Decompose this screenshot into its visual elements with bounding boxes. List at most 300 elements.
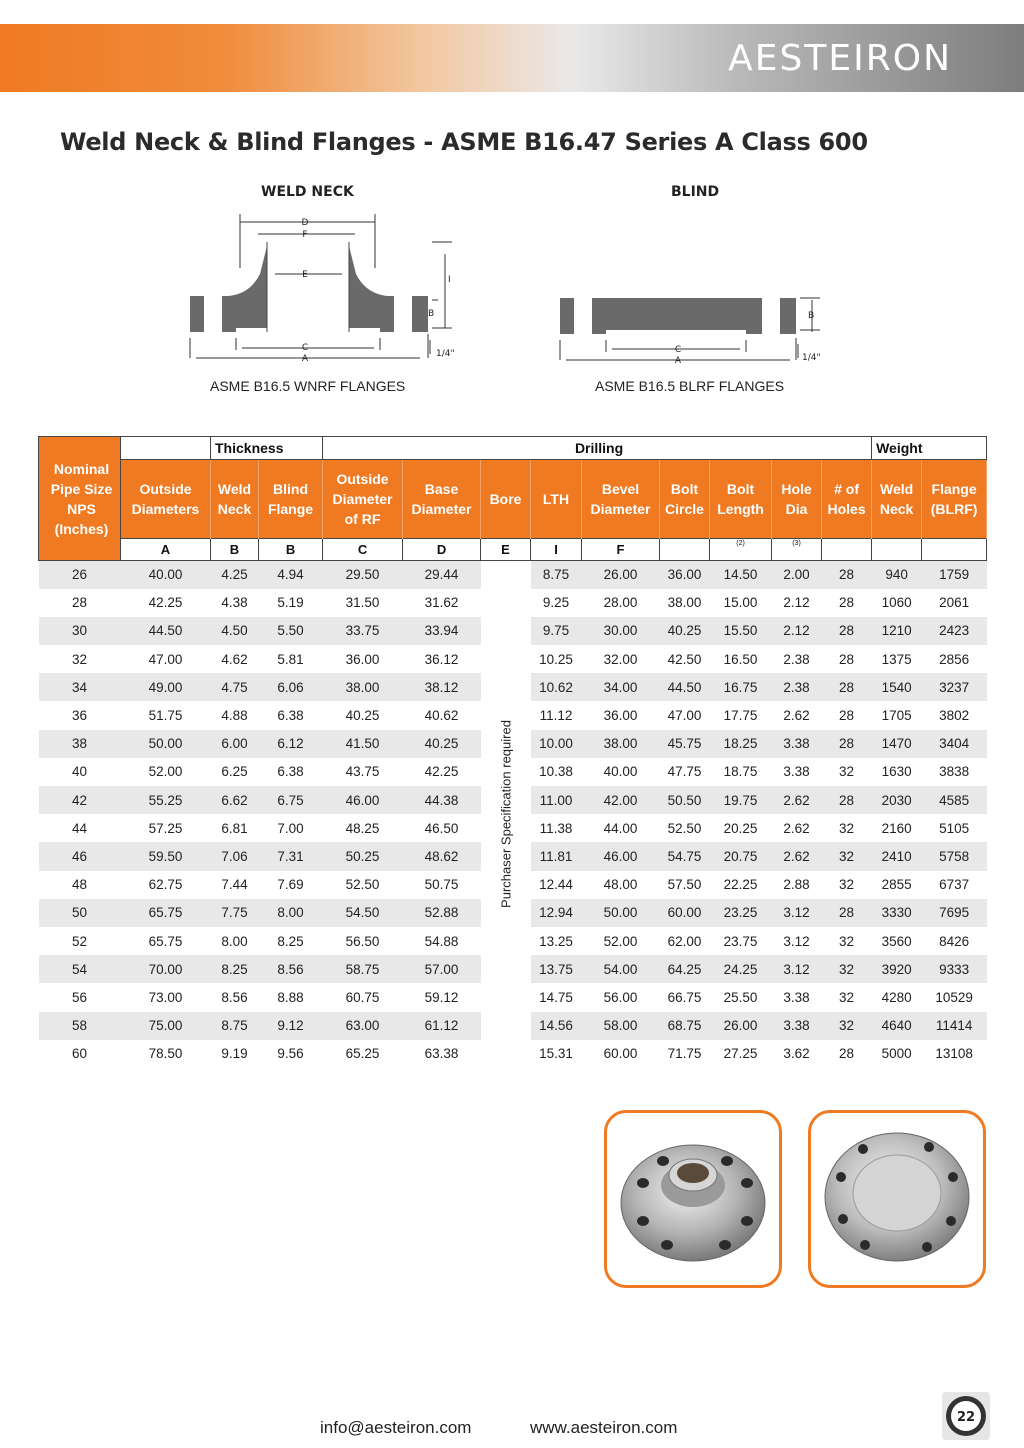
table-cell: 28.00 <box>603 595 638 611</box>
table-cell: 40.62 <box>424 708 459 724</box>
table-cell: 40 <box>71 764 88 780</box>
thickness-group-header: Thickness <box>211 437 323 460</box>
table-cell: 7.75 <box>211 899 259 927</box>
table-cell: 5.19 <box>277 595 304 611</box>
table-cell: 28 <box>822 786 872 814</box>
table-cell: 10.38 <box>539 764 573 780</box>
table-cell: 7.69 <box>277 877 304 893</box>
table-cell: 57.00 <box>403 955 481 983</box>
table-cell: 26.00 <box>710 1012 772 1040</box>
col-letter <box>822 539 872 561</box>
col-header: Bevel Diameter <box>582 460 660 539</box>
col-header: Bolt Length <box>710 460 772 539</box>
table-cell: 43.75 <box>345 764 380 780</box>
col-header: LTH <box>531 460 582 539</box>
table-cell: 44.50 <box>121 617 211 645</box>
table-cell: 64.25 <box>660 955 710 983</box>
table-cell: 40.25 <box>345 708 380 724</box>
col-header: Bore <box>481 460 531 539</box>
table-cell: 6.81 <box>221 820 248 836</box>
table-cell: 6.38 <box>277 764 304 780</box>
table-cell: 2.38 <box>783 651 810 667</box>
table-cell: 16.50 <box>723 651 758 667</box>
table-cell: 48 <box>71 877 88 893</box>
table-cell: 6.75 <box>259 786 323 814</box>
table-cell: 8.00 <box>259 899 323 927</box>
table-cell: 46.00 <box>323 786 403 814</box>
table-cell: 4.38 <box>221 595 248 611</box>
col-letter <box>660 539 710 561</box>
table-cell: 2160 <box>881 820 912 836</box>
table-cell: 4.88 <box>221 708 248 724</box>
col-header: Weld Neck <box>211 460 259 539</box>
table-cell: 46 <box>39 842 121 870</box>
table-cell: 14.50 <box>710 561 772 589</box>
col-letter: B <box>259 539 323 561</box>
table-cell: 1060 <box>881 595 912 611</box>
label-a: A <box>301 354 309 364</box>
table-cell: 51.75 <box>148 708 183 724</box>
table-cell: 42.50 <box>667 651 702 667</box>
table-cell: 36.12 <box>424 651 459 667</box>
table-cell: 8.00 <box>221 933 248 949</box>
table-cell: 34 <box>39 673 121 701</box>
table-cell: 28 <box>822 673 872 701</box>
table-cell: 33.75 <box>323 617 403 645</box>
table-cell: 26 <box>39 561 121 589</box>
table-cell: 28 <box>822 561 872 589</box>
table-cell: 2856 <box>939 651 970 667</box>
table-cell: 3.38 <box>783 764 810 780</box>
blind-label-raised-face: 1/4" <box>802 353 821 363</box>
page-title: Weld Neck & Blind Flanges - ASME B16.47 Series A Class 600 <box>60 128 868 156</box>
table-cell: 58.75 <box>323 955 403 983</box>
table-cell: 32.00 <box>603 651 638 667</box>
col-header: Blind Flange <box>259 460 323 539</box>
table-cell: 65.75 <box>121 899 211 927</box>
nps-header: Nominal Pipe Size NPS (Inches) <box>39 437 121 561</box>
table-cell: 28 <box>839 1046 855 1062</box>
table-cell: 38.00 <box>667 595 702 611</box>
table-cell: 47.00 <box>148 651 183 667</box>
table-cell: 40.00 <box>603 764 638 780</box>
table-cell: 6.25 <box>221 764 248 780</box>
table-cell: 12.44 <box>539 877 573 893</box>
table-cell: 4640 <box>872 1012 922 1040</box>
table-cell: 9.19 <box>221 1046 248 1062</box>
table-cell: 2.00 <box>772 561 822 589</box>
table-cell: 6.00 <box>211 730 259 758</box>
table-cell: 6.12 <box>259 730 323 758</box>
table-cell: 3.38 <box>772 730 822 758</box>
table-cell: 46.50 <box>424 820 459 836</box>
label-b: B <box>428 309 435 319</box>
table-cell: 44.50 <box>660 673 710 701</box>
table-cell: 6.62 <box>211 786 259 814</box>
table-cell: 9.56 <box>277 1046 304 1062</box>
table-cell: 47.75 <box>667 764 702 780</box>
label-e: E <box>302 270 308 280</box>
table-cell: 52.00 <box>603 933 638 949</box>
table-cell: 10529 <box>935 989 973 1005</box>
table-cell: 66.75 <box>667 989 702 1005</box>
table-cell: 15.00 <box>723 595 758 611</box>
table-cell: 46.00 <box>582 842 660 870</box>
weight-group-header: Weight <box>872 437 987 460</box>
table-cell: 3404 <box>922 730 987 758</box>
col-letter: E <box>481 539 531 561</box>
weld-neck-diagram <box>180 208 470 368</box>
table-cell: 13.75 <box>531 955 582 983</box>
table-cell: 42.25 <box>148 595 183 611</box>
table-cell: 4.50 <box>211 617 259 645</box>
table-cell: 1759 <box>922 561 987 589</box>
blind-heading: BLIND <box>671 184 720 200</box>
table-cell: 3560 <box>881 933 912 949</box>
table-cell: 32 <box>822 842 872 870</box>
table-cell: 14.75 <box>539 989 573 1005</box>
table-cell: 32 <box>839 764 855 780</box>
table-cell: 29.50 <box>323 561 403 589</box>
page-number: 22 <box>956 1410 976 1425</box>
table-cell: 78.50 <box>148 1046 183 1062</box>
table-cell: 4.94 <box>259 561 323 589</box>
table-cell: 11.12 <box>539 708 573 724</box>
table-cell: 48.25 <box>345 820 380 836</box>
table-cell: 73.00 <box>148 989 183 1005</box>
table-cell: 47.00 <box>667 708 702 724</box>
col-letter: B <box>211 539 259 561</box>
table-cell: 58.00 <box>582 1012 660 1040</box>
flange-dimensions-table <box>38 436 987 1068</box>
label-i: I <box>448 275 451 285</box>
table-cell: 31.50 <box>345 595 380 611</box>
table-cell: 52.50 <box>667 820 702 836</box>
blind-label-a: A <box>674 356 682 366</box>
table-cell: 30.00 <box>582 617 660 645</box>
table-cell: 2061 <box>939 595 970 611</box>
table-cell: 54.00 <box>582 955 660 983</box>
table-cell: 9.25 <box>542 595 570 611</box>
table-cell: 52.50 <box>345 877 380 893</box>
blind-caption: ASME B16.5 BLRF FLANGES <box>595 378 785 394</box>
table-cell: 32 <box>822 955 872 983</box>
label-c: C <box>301 343 309 353</box>
table-cell: 22.25 <box>723 877 758 893</box>
table-cell: 54 <box>39 955 121 983</box>
table-cell: 2.62 <box>772 786 822 814</box>
table-cell: 42.00 <box>582 786 660 814</box>
table-cell: 40.25 <box>660 617 710 645</box>
col-header: Outside Diameters <box>121 460 211 539</box>
table-cell: 9.12 <box>259 1012 323 1040</box>
col-header: Weld Neck <box>872 460 922 539</box>
table-cell: 14.56 <box>531 1012 582 1040</box>
table-cell: 3838 <box>939 764 970 780</box>
col-letter: F <box>582 539 660 561</box>
table-cell: 63.38 <box>424 1046 459 1062</box>
col-header: Hole Dia <box>772 460 822 539</box>
table-cell: 2.88 <box>783 877 810 893</box>
table-cell: 8.56 <box>221 989 248 1005</box>
col-header: Base Diameter <box>403 460 481 539</box>
table-cell: 8.56 <box>259 955 323 983</box>
col-header: Flange (BLRF) <box>922 460 987 539</box>
table-cell: 8.88 <box>277 989 304 1005</box>
table-cell: 54.75 <box>660 842 710 870</box>
table-cell: 11.00 <box>531 786 582 814</box>
table-cell: 3920 <box>872 955 922 983</box>
table-cell: 2.62 <box>783 708 810 724</box>
weld-neck-caption: ASME B16.5 WNRF FLANGES <box>210 378 406 394</box>
table-cell: 3802 <box>939 708 970 724</box>
table-cell: 30 <box>39 617 121 645</box>
table-cell: 29.44 <box>403 561 481 589</box>
table-cell: 41.50 <box>323 730 403 758</box>
table-cell: 1210 <box>872 617 922 645</box>
table-cell: 32 <box>839 933 855 949</box>
table-cell: 32 <box>839 877 855 893</box>
table-cell: 56.00 <box>603 989 638 1005</box>
table-cell: 71.75 <box>667 1046 702 1062</box>
table-cell: 42.25 <box>424 764 459 780</box>
table-cell: 50.50 <box>660 786 710 814</box>
table-cell: 50 <box>39 899 121 927</box>
table-cell: 9.75 <box>531 617 582 645</box>
table-cell: 7.00 <box>277 820 304 836</box>
table-cell: 58 <box>39 1012 121 1040</box>
table-cell: 8.25 <box>211 955 259 983</box>
label-d: D <box>301 218 309 228</box>
table-cell: 28 <box>822 730 872 758</box>
table-cell: 15.50 <box>710 617 772 645</box>
table-cell: 68.75 <box>660 1012 710 1040</box>
table-cell: 49.00 <box>121 673 211 701</box>
blind-flange-icon <box>811 1113 983 1285</box>
table-cell: 10.62 <box>531 673 582 701</box>
col-letter: C <box>323 539 403 561</box>
brand-logo: AESTEIRON <box>728 38 952 79</box>
table-cell: 3.12 <box>772 955 822 983</box>
table-cell: 50.25 <box>323 842 403 870</box>
table-cell: 40.00 <box>121 561 211 589</box>
weld-neck-flange-icon <box>607 1113 779 1285</box>
table-cell: 42 <box>39 786 121 814</box>
table-cell: 8426 <box>939 933 970 949</box>
table-cell: 18.25 <box>710 730 772 758</box>
table-cell: 11.81 <box>531 842 582 870</box>
table-cell: 56.50 <box>345 933 380 949</box>
table-cell: 2030 <box>872 786 922 814</box>
weld-neck-heading: WELD NECK <box>261 184 354 200</box>
label-f: F <box>302 230 308 240</box>
table-body <box>39 561 987 1068</box>
table-cell: 32 <box>822 1012 872 1040</box>
table-cell: 3.62 <box>783 1046 810 1062</box>
table-cell: 28 <box>822 617 872 645</box>
col-letter: A <box>121 539 211 561</box>
table-cell: 38.12 <box>403 673 481 701</box>
table-cell: 50.00 <box>582 899 660 927</box>
table-cell: 3.38 <box>772 1012 822 1040</box>
table-cell: 44.00 <box>603 820 638 836</box>
table-cell: 11.38 <box>539 820 573 836</box>
table-cell: 65.75 <box>148 933 183 949</box>
header-banner <box>0 24 1024 92</box>
table-cell: 16.75 <box>710 673 772 701</box>
table-cell: 1630 <box>881 764 912 780</box>
col-letter <box>872 539 922 561</box>
table-cell: 8.75 <box>531 561 582 589</box>
footer-email[interactable]: info@aesteiron.com <box>320 1418 472 1437</box>
table-cell: 36.00 <box>345 651 380 667</box>
table-cell: 25.50 <box>723 989 758 1005</box>
col-letter <box>922 539 987 561</box>
col-letter: I <box>531 539 582 561</box>
col-header: Bolt Circle <box>660 460 710 539</box>
table-cell: 18.75 <box>723 764 758 780</box>
table-cell: 32 <box>71 651 88 667</box>
table-cell: 6.38 <box>277 708 304 724</box>
table-cell: 54.88 <box>424 933 459 949</box>
table-cell: 28 <box>822 899 872 927</box>
table-cell: 3.38 <box>783 989 810 1005</box>
table-cell: 52.88 <box>403 899 481 927</box>
table-cell: 38 <box>39 730 121 758</box>
table-cell: 59.12 <box>424 989 459 1005</box>
table-cell: 62.75 <box>148 877 183 893</box>
table-cell: 5105 <box>939 820 970 836</box>
table-row <box>39 561 987 589</box>
table-cell: 8.25 <box>277 933 304 949</box>
table-cell: 50.00 <box>121 730 211 758</box>
footer-website[interactable]: www.aesteiron.com <box>530 1418 678 1437</box>
table-cell: 2423 <box>922 617 987 645</box>
label-raised-face: 1/4" <box>436 349 455 359</box>
table-cell: 33.94 <box>403 617 481 645</box>
blind-diagram <box>550 288 840 368</box>
table-cell: 2.12 <box>783 595 810 611</box>
table-cell: 12.94 <box>531 899 582 927</box>
table-cell: 1375 <box>881 651 912 667</box>
table-cell: 23.75 <box>723 933 758 949</box>
table-cell: 3330 <box>872 899 922 927</box>
table-cell: 59.50 <box>121 842 211 870</box>
table-cell: 28 <box>839 708 855 724</box>
table-cell: 940 <box>872 561 922 589</box>
table-cell: 38.00 <box>323 673 403 701</box>
table-cell: 31.62 <box>424 595 459 611</box>
table-cell: 52 <box>71 933 88 949</box>
table-cell: 23.25 <box>710 899 772 927</box>
table-cell: 55.25 <box>121 786 211 814</box>
table-cell: 48.62 <box>403 842 481 870</box>
col-header: Outside Diameter of RF <box>323 460 403 539</box>
table-cell: 3.12 <box>772 899 822 927</box>
table-cell: 36.00 <box>603 708 638 724</box>
table-cell: 6737 <box>939 877 970 893</box>
table-cell: 7695 <box>922 899 987 927</box>
table-cell: 3.12 <box>783 933 810 949</box>
bore-note-cell <box>481 561 531 1068</box>
table-cell: 2.38 <box>772 673 822 701</box>
table-cell: 36 <box>71 708 88 724</box>
table-cell: 8.75 <box>211 1012 259 1040</box>
table-cell: 2.12 <box>772 617 822 645</box>
table-cell: 61.12 <box>403 1012 481 1040</box>
table-cell: 38.00 <box>582 730 660 758</box>
table-cell: 7.06 <box>211 842 259 870</box>
table-cell: 5000 <box>881 1046 912 1062</box>
page-number-badge <box>942 1392 990 1440</box>
blind-flange-photo <box>808 1110 986 1288</box>
table-cell: 70.00 <box>121 955 211 983</box>
col-note: (3) <box>772 539 822 561</box>
table-cell: 40.25 <box>403 730 481 758</box>
table-cell: 48.00 <box>603 877 638 893</box>
blind-label-c: C <box>674 345 682 355</box>
blank-group-header <box>121 437 211 460</box>
table-cell: 4.75 <box>211 673 259 701</box>
table-cell: 2855 <box>881 877 912 893</box>
col-header: # of Holes <box>822 460 872 539</box>
table-cell: 57.25 <box>148 820 183 836</box>
table-cell: 10.25 <box>539 651 573 667</box>
table-cell: 54.50 <box>323 899 403 927</box>
table-cell: 4.25 <box>211 561 259 589</box>
table-cell: 20.75 <box>710 842 772 870</box>
table-cell: 24.25 <box>710 955 772 983</box>
table-cell: 2410 <box>872 842 922 870</box>
table-cell: 36.00 <box>660 561 710 589</box>
table-cell: 11414 <box>922 1012 987 1040</box>
table-cell: 20.25 <box>723 820 758 836</box>
page-number-icon <box>942 1392 990 1440</box>
table-cell: 9333 <box>922 955 987 983</box>
drilling-group-header: Drilling <box>323 437 872 460</box>
weld-neck-flange-photo <box>604 1110 782 1288</box>
table-cell: 4.62 <box>221 651 248 667</box>
table-cell: 2.62 <box>783 820 810 836</box>
table-cell: 3237 <box>922 673 987 701</box>
blind-label-b: B <box>808 311 815 321</box>
table-cell: 5.81 <box>277 651 304 667</box>
table-cell: 6.06 <box>259 673 323 701</box>
table-cell: 10.00 <box>531 730 582 758</box>
table-cell: 60.00 <box>660 899 710 927</box>
table-cell: 44.38 <box>403 786 481 814</box>
table-cell: 7.31 <box>259 842 323 870</box>
table-cell: 63.00 <box>323 1012 403 1040</box>
table-cell: 28 <box>839 651 855 667</box>
table-cell: 75.00 <box>121 1012 211 1040</box>
table-cell: 62.00 <box>667 933 702 949</box>
table-cell: 57.50 <box>667 877 702 893</box>
table-cell: 4280 <box>881 989 912 1005</box>
table-cell: 34.00 <box>582 673 660 701</box>
table-cell: 4585 <box>922 786 987 814</box>
table-cell: 15.31 <box>539 1046 573 1062</box>
table-cell: 19.75 <box>710 786 772 814</box>
table-cell: 13108 <box>935 1046 973 1062</box>
table-cell: 1705 <box>881 708 912 724</box>
table-cell: 32 <box>839 820 855 836</box>
table-cell: 17.75 <box>723 708 758 724</box>
table-cell: 7.44 <box>221 877 248 893</box>
table-cell: 44 <box>71 820 88 836</box>
table-cell: 28 <box>839 595 855 611</box>
table-cell: 1470 <box>872 730 922 758</box>
